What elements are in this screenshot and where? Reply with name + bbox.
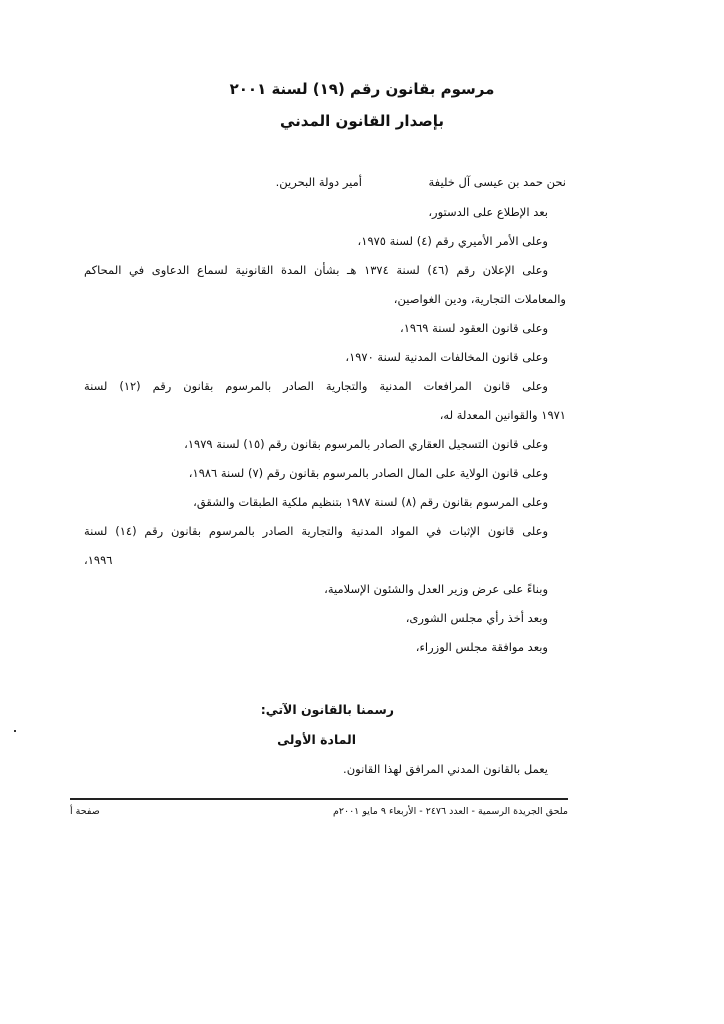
preamble-line: وعلى قانون المرافعات المدنية والتجارية الصادر بالمرسوم بقانون رقم (١٢) لسنة xyxy=(84,379,548,393)
issuer-name: نحن حمد بن عيسى آل خليفة xyxy=(428,175,566,189)
preamble-line: ١٩٩٦، xyxy=(84,553,113,567)
preamble-line: والمعاملات التجارية، ودين الغواصين، xyxy=(393,292,566,306)
preamble-line: وعلى قانون المخالفات المدنية لسنة ١٩٧٠، xyxy=(345,350,548,364)
preamble-line: وبعد أخذ رأي مجلس الشورى، xyxy=(405,611,548,625)
preamble-line: وعلى الإعلان رقم (٤٦) لسنة ١٣٧٤ هـ بشأن المدة القانونية لسماع الدعاوى في المحاكم xyxy=(84,263,549,277)
preamble-line: وعلى المرسوم بقانون رقم (٨) لسنة ١٩٨٧ بتنظيم ملكية الطبقات والشقق، xyxy=(193,495,548,509)
preamble-line: وعلى قانون العقود لسنة ١٩٦٩، xyxy=(400,321,548,335)
decree-title: مرسوم بقانون رقم (١٩) لسنة ٢٠٠١ xyxy=(229,80,495,98)
enactment-heading: رسمنا بالقانون الآتي: xyxy=(260,702,394,717)
footer-page-label: صفحة أ xyxy=(70,806,100,817)
footer-rule xyxy=(70,798,568,800)
preamble-line: وبناءً على عرض وزير العدل والشئون الإسلامية، xyxy=(324,582,548,596)
scan-speck xyxy=(14,730,16,732)
preamble-line: وعلى الأمر الأميري رقم (٤) لسنة ١٩٧٥، xyxy=(357,234,548,248)
article-title: المادة الأولى xyxy=(277,732,356,747)
decree-subtitle: بإصدار القانون المدني xyxy=(280,112,444,130)
preamble-line: بعد الإطلاع على الدستور، xyxy=(428,205,548,219)
preamble-line: وعلى قانون الولاية على المال الصادر بالمرسوم بقانون رقم (٧) لسنة ١٩٨٦، xyxy=(188,466,548,480)
preamble-line: وبعد موافقة مجلس الوزراء، xyxy=(415,640,548,654)
issuer-title: أمير دولة البحرين. xyxy=(275,175,362,189)
preamble-line: وعلى قانون التسجيل العقاري الصادر بالمرسوم بقانون رقم (١٥) لسنة ١٩٧٩، xyxy=(184,437,548,451)
preamble-line: ١٩٧١ والقوانين المعدلة له، xyxy=(439,408,566,422)
preamble-line: وعلى قانون الإثبات في المواد المدنية والتجارية الصادر بالمرسوم بقانون رقم (١٤) لسنة xyxy=(84,524,548,538)
article-text: يعمل بالقانون المدني المرافق لهذا القانون. xyxy=(343,762,548,776)
footer-publication: ملحق الجريدة الرسمية - العدد ٢٤٧٦ - الأربعاء ٩ مايو ٢٠٠١م xyxy=(332,806,568,817)
